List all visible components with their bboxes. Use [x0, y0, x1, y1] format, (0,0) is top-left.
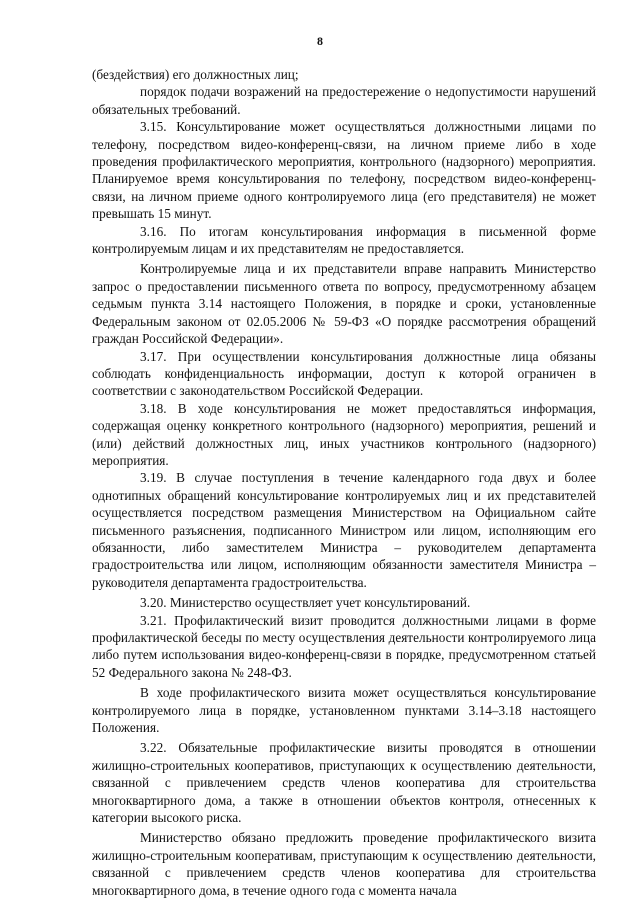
paragraph-continuation: (бездействия) его должностных лиц;	[92, 67, 299, 82]
paragraph-3-22: 3.22. Обязательные профилактические визиты проводятся в отношении жилищно-строительных кооперативов, приступающих к осуществлению деятельности, связанной с привлечением средств членов кооператива для строительства многоквартирного дома, а также в отношении объектов контроля, отнесенных к категории высокого риска.	[92, 740, 596, 826]
paragraph-3-22-ministry: Министерство обязано предложить проведение профилактического визита жилищно-строительным кооперативам, приступающим к осуществлению деятельности, связанной с привлечением средств членов кооператива для строительства многоквартирного дома, в течение одного года с момента начала	[92, 830, 596, 898]
paragraph-3-21: 3.21. Профилактический визит проводится должностными лицами в форме профилактической беседы по месту осуществления деятельности контролируемого лица либо путем использования видео-конференц-связи в порядке, предусмотренном статьей 52 Федерального закона № 248-ФЗ.	[92, 612, 596, 680]
document-body	[92, 66, 596, 899]
paragraph-objection-order: порядок подачи возражений на предостережение о недопустимости нарушений обязательных требований.	[92, 84, 596, 117]
page-number: 8	[317, 34, 323, 48]
paragraph-3-15: 3.15. Консультирование может осуществляться должностными лицами по телефону, посредством видео-конференц-связи, на личном приеме либо в ходе проведения профилактического мероприятия, контрольного (надзорного) мероприятия. Планируемое время консультирования по телефону, посредством видео-конференц-связи, на личном приеме одного контролируемого лица (его представителя) не может превышать 15 минут.	[92, 119, 596, 222]
paragraph-3-17: 3.17. При осуществлении консультирования должностные лица обязаны соблюдать конфиденциальность информации, доступ к которой ограничен в соответствии с законодательством Российской Федерации.	[92, 348, 596, 399]
paragraph-3-18: 3.18. В ходе консультирования не может предоставляться информация, содержащая оценку конкретного контрольного (надзорного) мероприятия, решений и (или) действий должностных лиц, иных участников контрольного (надзорного) мероприятия.	[92, 400, 596, 468]
paragraph-3-19: 3.19. В случае поступления в течение календарного года двух и более однотипных обращений консультирование контролируемых лиц и их представителей осуществляется посредством размещения Министерством на Официальном сайте письменного разъяснения, подписанного Министром или лицом, исполняющим его обязанности, либо заместителем Министра – руководителем департамента градостроительства или лицом, исполняющим обязанности заместителя Министра – руководителя департамента градостроительства.	[92, 470, 596, 590]
paragraph-3-21-visit: В ходе профилактического визита может осуществляться консультирование контролируемого лица в порядке, установленном пунктами 3.14–3.18 настоящего Положения.	[92, 685, 596, 736]
paragraph-3-16-request: Контролируемые лица и их представители вправе направить Министерство запрос о предоставлении письменного ответа по вопросу, предусмотренному абзацем седьмым пункта 3.14 настоящего Положения, в порядке и сроки, установленные Федеральным законом от 02.05.2006 № 59-ФЗ «О порядке рассмотрения обращений граждан Российской Федерации».	[92, 261, 596, 347]
paragraph-3-20: 3.20. Министерство осуществляет учет консультирований.	[140, 595, 471, 611]
paragraph-3-16: 3.16. По итогам консультирования информация в письменной форме контролируемым лицам и их представителям не предоставляется.	[92, 223, 596, 257]
